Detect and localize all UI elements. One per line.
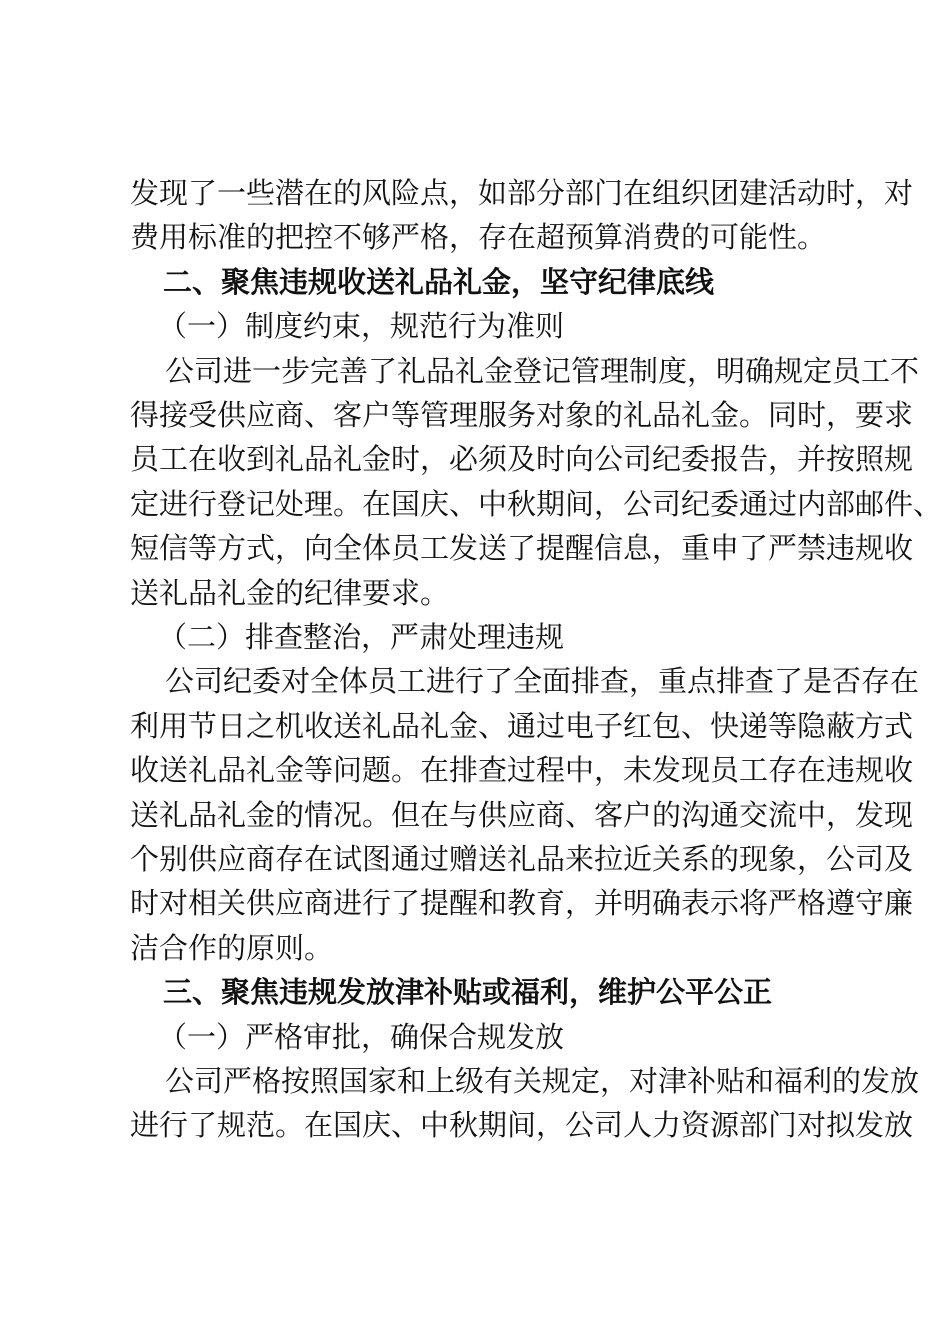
paragraph-line: 进行了规范。在国庆、中秋期间，公司人力资源部门对拟发放: [130, 1108, 914, 1143]
paragraph-line: 公司进一步完善了礼品礼金登记管理制度，明确规定员工不: [165, 353, 920, 388]
paragraph-line: 费用标准的把控不够严格，存在超预算消费的可能性。: [130, 220, 827, 255]
paragraph-line: 发现了一些潜在的风险点，如部分部门在组织团建活动时，对: [130, 176, 914, 210]
subsection-heading: （二）排查整治，严肃处理违规: [158, 620, 565, 654]
section-heading: 三、聚焦违规发放津补贴或福利，维护公平公正: [163, 975, 773, 1010]
paragraph-line: 送礼品礼金的情况。但在与供应商、客户的沟通交流中，发现: [130, 797, 914, 832]
paragraph-line: 定进行登记处理。在国庆、中秋期间，公司纪委通过内部邮件、: [130, 486, 943, 521]
paragraph-line: 得接受供应商、客户等管理服务对象的礼品礼金。同时，要求: [130, 398, 914, 432]
paragraph-line: 短信等方式，向全体员工发送了提醒信息，重申了严禁违规收: [130, 531, 914, 566]
section-heading: 二、聚焦违规收送礼品礼金，坚守纪律底线: [163, 264, 715, 299]
paragraph-line: 个别供应商存在试图通过赠送礼品来拉近关系的现象，公司及: [130, 842, 914, 876]
paragraph-line: 利用节日之机收送礼品礼金、通过电子红包、快递等隐蔽方式: [130, 708, 914, 743]
subsection-heading: （一）制度约束，规范行为准则: [158, 309, 565, 344]
paragraph-line: 时对相关供应商进行了提醒和教育，并明确表示将严格遵守廉: [130, 886, 914, 921]
paragraph-line: 公司严格按照国家和上级有关规定，对津补贴和福利的发放: [165, 1064, 920, 1098]
paragraph-line: 洁合作的原则。: [130, 930, 334, 965]
subsection-heading: （一）严格审批，确保合规发放: [158, 1019, 565, 1054]
paragraph-line: 送礼品礼金的纪律要求。: [130, 575, 450, 610]
paragraph-line: 员工在收到礼品礼金时，必须及时向公司纪委报告，并按照规: [130, 442, 914, 477]
paragraph-line: 收送礼品礼金等问题。在排查过程中，未发现员工存在违规收: [130, 753, 914, 788]
paragraph-line: 公司纪委对全体员工进行了全面排查，重点排查了是否存在: [165, 664, 920, 699]
